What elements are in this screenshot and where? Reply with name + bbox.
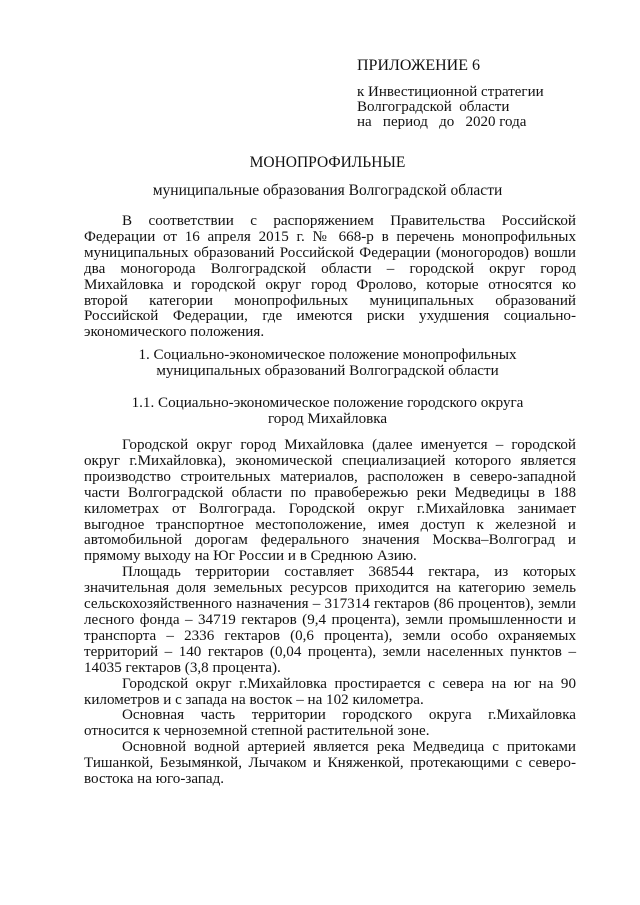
appendix-block — [357, 57, 597, 130]
appendix-line-1: к Инвестиционной стратегии — [357, 84, 544, 100]
body-paragraph: Основной водной артерией является река Медведица с притоками Тишанкой, Безымянкой, Лычаком и Княженкой, протекающими с северо-востока на юго-запад. — [84, 739, 576, 788]
body-section — [84, 438, 576, 788]
appendix-line-3: на период до 2020 года — [357, 114, 527, 130]
section-heading-1-line-1: 1. Социально-экономическое положение монопрофильных — [138, 347, 517, 363]
intro-section — [84, 214, 576, 341]
body-paragraph: Городской округ город Михайловка (далее именуется – городской округ г.Михайловка), экономической специализацией которого является производство строительных материалов, расположен в северо-западной части Волгоградской области по правобережью реки Медведицы в 188 километрах от Волгограда. Городской округ г.Михайловка занимает выгодное транспортное местоположение, имея доступ к железной и автомобильной дорогам федерального значения Москва–Волгоград и прямому выходу на Юг России и в Среднюю Азию. — [84, 437, 576, 565]
document-title: МОНОПРОФИЛЬНЫЕ — [249, 154, 406, 171]
body-paragraph: Основная часть территории городского округа г.Михайловка относится к черноземной степной растительной зоне. — [84, 707, 576, 740]
section-heading-1-1-line-2: город Михайловка — [267, 410, 388, 427]
body-paragraph: Городской округ г.Михайловка простирается с севера на юг на 90 километров и с запада на восток – на 102 километра. — [84, 675, 576, 708]
section-heading-1 — [80, 348, 575, 380]
section-heading-1-line-2: муниципальных образований Волгоградской области — [156, 362, 499, 379]
section-heading-1-1 — [80, 396, 575, 428]
appendix-title: ПРИЛОЖЕНИЕ 6 — [357, 57, 481, 74]
document-subtitle: муниципальные образования Волгоградской области — [152, 182, 503, 199]
section-heading-1-1-line-1: 1.1. Социально-экономическое положение городского округа — [131, 395, 524, 411]
appendix-line-2: Волгоградской области — [357, 99, 510, 115]
body-paragraph: Площадь территории составляет 368544 гектара, из которых значительная доля земельных ресурсов приходится на категорию земель сельскохозяйственного назначения – 317314 гектаров (86 процентов), земли лесного фонда – 34719 гектаров (9,4 процента), земли промышленности и транспорта – 2336 гектаров (0,6 процента), земли особо охраняемых территорий – 140 гектаров (0,04 процента), земли населенных пунктов – 14035 гектаров (3,8 процента). — [84, 564, 576, 676]
document-heading — [80, 154, 575, 200]
intro-paragraph: В соответствии с распоряжением Правительства Российской Федерации от 16 апреля 2015 г. № 668-р в перечень монопрофильных муниципальных образований Российской Федерации (моногородов) вошли два моногорода Волгоградской области – городской округ город Михайловка и городской округ город Фролово, которые относятся ко второй категории монопрофильных муниципальных образований Российской Федерации, где имеются риски ухудшения социально-экономического положения. — [84, 213, 576, 341]
